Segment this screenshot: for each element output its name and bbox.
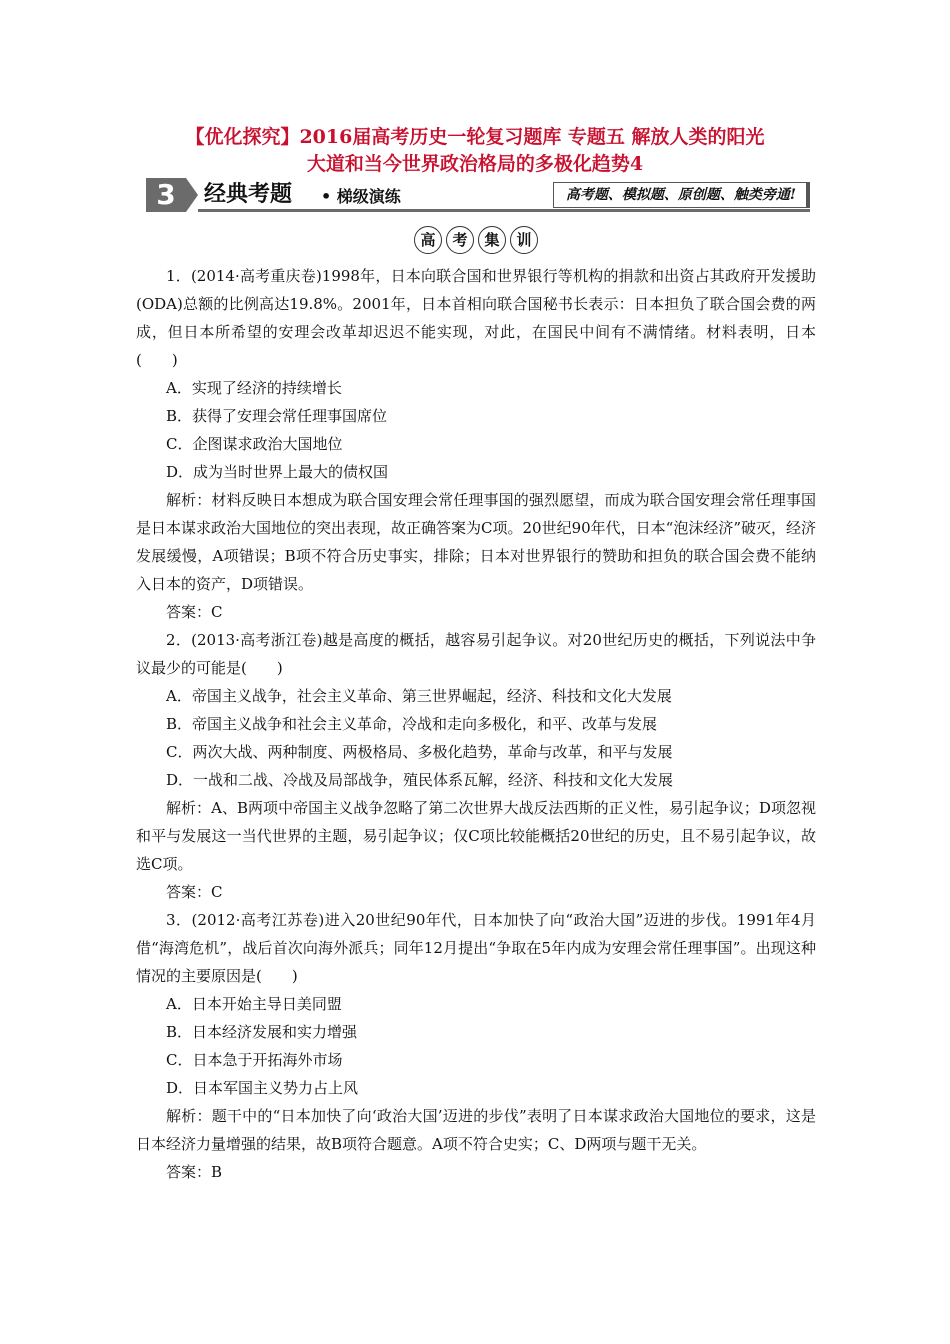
question-stem: 3．(2012·高考江苏卷)进入20世纪90年代，日本加快了向“政治大国”迈进的步伐。1991年4月借“海湾危机”，战后首次向海外派兵；同年12月提出“争取在5年内成为安理会常任理事国”。出现这种情况的主要原因是( )	[136, 911, 816, 985]
option-a: A．日本开始主导日美同盟	[166, 995, 342, 1013]
banner-number: 3	[146, 178, 186, 212]
option-c: C．企图谋求政治大国地位	[166, 435, 343, 453]
section-heading	[414, 226, 538, 254]
question-stem: 2．(2013·高考浙江卷)越是高度的概括，越容易引起争议。对20世纪历史的概括，下列说法中争议最少的可能是( )	[136, 631, 816, 677]
question-1	[136, 262, 816, 626]
section-char: 集	[478, 226, 506, 254]
question-stem: 1．(2014·高考重庆卷)1998年，日本向联合国和世界银行等机构的捐款和出资占其政府开发援助(ODA)总额的比例高达19.8%。2001年，日本首相向联合国秘书长表示：日本担负了联合国会费的两成，但日本所希望的安理会改革却迟迟不能实现，对此，在国民中间有不满情绪。材料表明，日本( )	[136, 267, 816, 369]
section-banner	[146, 178, 810, 212]
option-b: B．日本经济发展和实力增强	[166, 1023, 358, 1041]
option-c: C．两次大战、两种制度、两极格局、多极化趋势，革命与改革，和平与发展	[166, 743, 673, 761]
option-b: B．帝国主义战争和社会主义革命，冷战和走向多极化，和平、改革与发展	[166, 715, 658, 733]
section-char: 训	[510, 226, 538, 254]
question-list	[136, 262, 816, 1186]
answer: 答案：C	[166, 883, 223, 901]
banner-sub-title: • 梯级演练	[321, 187, 401, 206]
option-d: D．一战和二战、冷战及局部战争，殖民体系瓦解，经济、科技和文化大发展	[166, 771, 674, 789]
analysis: 解析：材料反映日本想成为联合国安理会常任理事国的强烈愿望，而成为联合国安理会常任理事国是日本谋求政治大国地位的突出表现，故正确答案为C项。20世纪90年代，日本“泡沫经济”破灭，经济发展缓慢，A项错误；B项不符合历史事实，排除；日本对世界银行的赞助和担负的联合国会费不能纳入日本的资产，D项错误。	[136, 491, 816, 593]
question-2	[136, 626, 816, 906]
banner-rule	[198, 209, 810, 212]
title-line-1: 【优化探究】2016届高考历史一轮复习题库 专题五 解放人类的阳光	[185, 126, 765, 148]
option-c: C．日本急于开拓海外市场	[166, 1051, 343, 1069]
analysis: 解析：题干中的“日本加快了向‘政治大国’迈进的步伐”表明了日本谋求政治大国地位的要求，这是日本经济力量增强的结果，故B项符合题意。A项不符合史实；C、D两项与题干无关。	[136, 1107, 816, 1153]
banner-slogan: 高考题、模拟题、原创题、触类旁通!	[553, 182, 810, 208]
document-title	[130, 124, 820, 178]
option-a: A．实现了经济的持续增长	[166, 379, 342, 397]
section-char: 考	[446, 226, 474, 254]
question-3	[136, 906, 816, 1186]
option-d: D．成为当时世界上最大的债权国	[166, 463, 389, 481]
option-a: A．帝国主义战争，社会主义革命、第三世界崛起，经济、科技和文化大发展	[166, 687, 672, 705]
banner-arrow-icon	[186, 178, 198, 212]
analysis: 解析：A、B两项中帝国主义战争忽略了第二次世界大战反法西斯的正义性，易引起争议；D项忽视和平与发展这一当代世界的主题，易引起争议；仅C项比较能概括20世纪的历史，且不易引起争议，故选C项。	[136, 799, 816, 873]
option-b: B．获得了安理会常任理事国席位	[166, 407, 388, 425]
option-d: D．日本军国主义势力占上风	[166, 1079, 359, 1097]
section-char: 高	[414, 226, 442, 254]
answer: 答案：B	[166, 1163, 223, 1181]
answer: 答案：C	[166, 603, 223, 621]
banner-main-title: 经典考题	[204, 182, 293, 207]
title-line-2: 大道和当今世界政治格局的多极化趋势4	[306, 153, 644, 175]
